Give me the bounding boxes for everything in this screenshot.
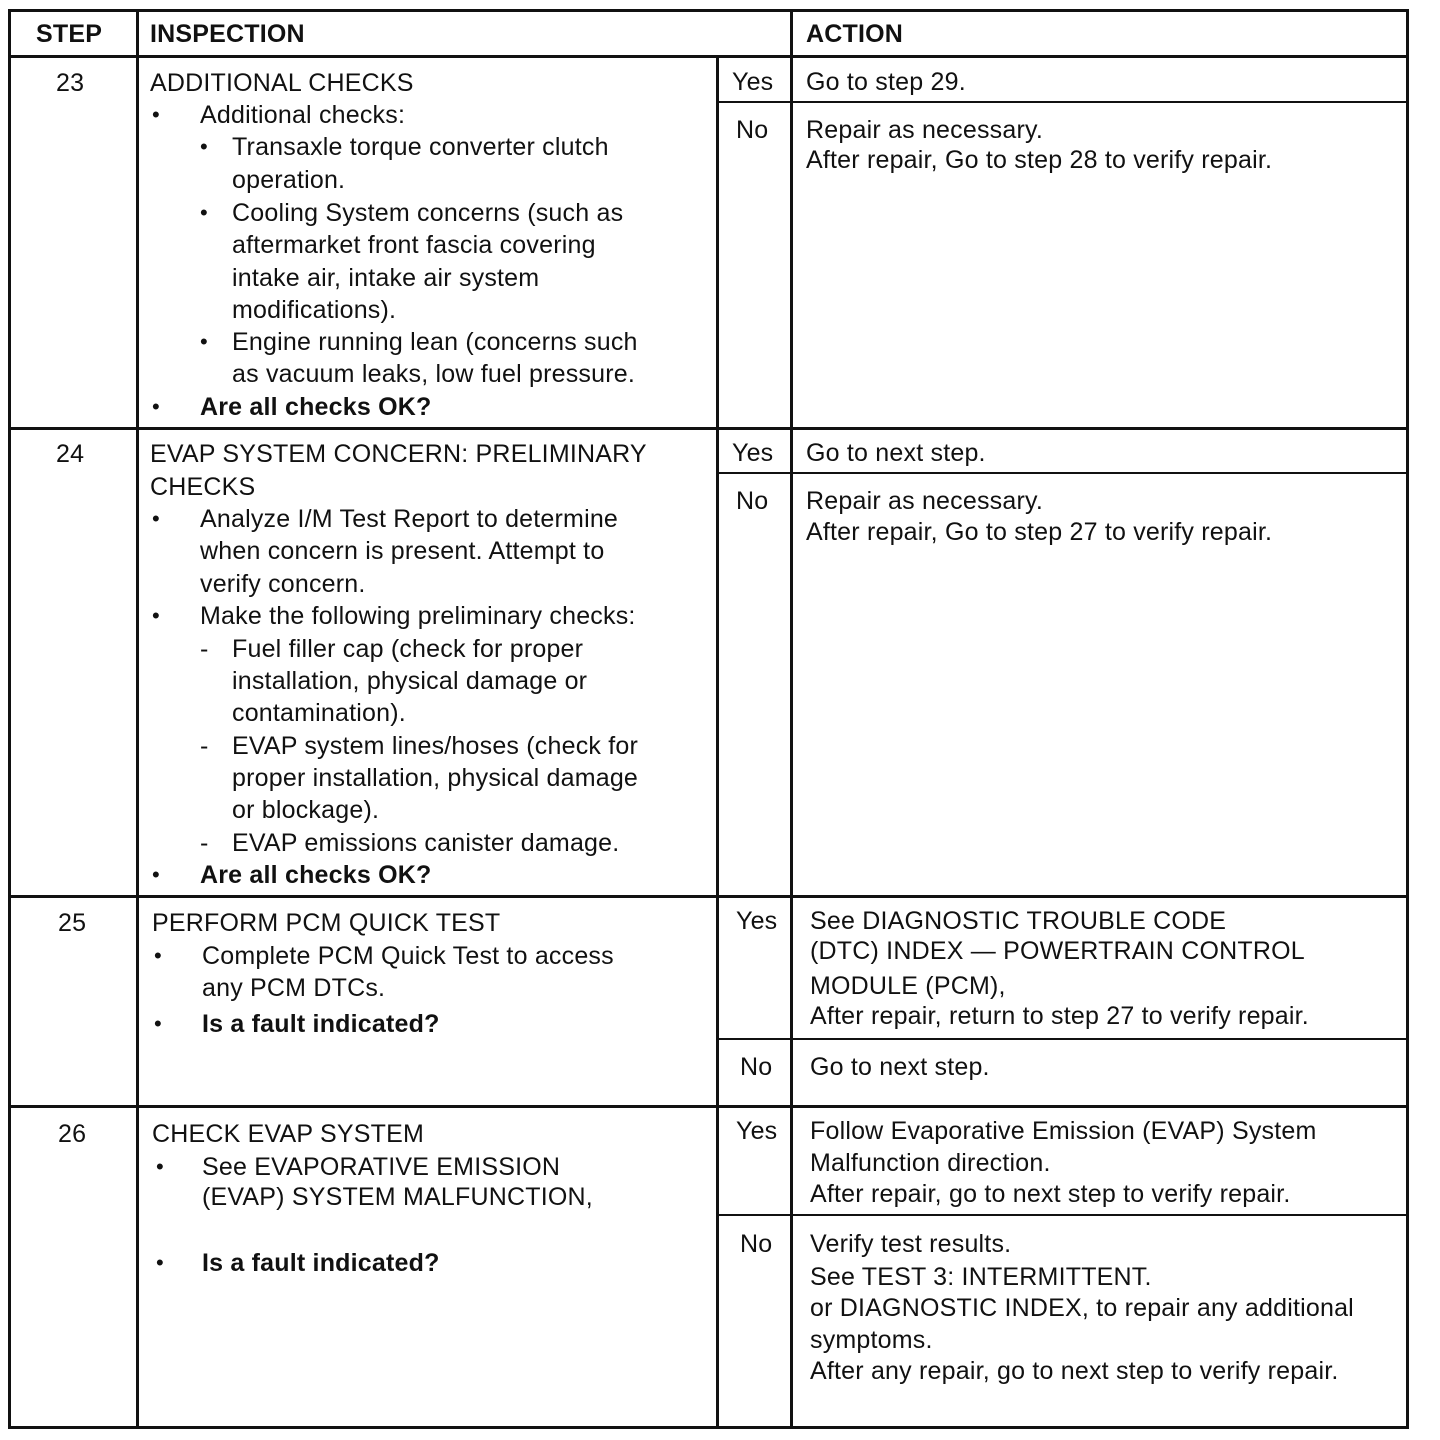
step-23-line: Engine running lean (concerns such: [232, 328, 638, 356]
step-number-26: 26: [58, 1120, 87, 1148]
step-24-no-action: Repair as necessary.: [806, 487, 1043, 515]
step-23-line: modifications).: [232, 296, 397, 324]
step-26-line: (EVAP) SYSTEM MALFUNCTION,: [202, 1183, 593, 1211]
header-step: STEP: [36, 20, 103, 48]
step-24-line: contamination).: [232, 699, 406, 727]
step-24-line: Fuel filler cap (check for proper: [232, 635, 584, 663]
step-24-yes-action: Go to next step.: [806, 439, 986, 467]
dash-marker: -: [200, 732, 209, 760]
column-divider-step: [136, 9, 139, 1428]
step-23-line: aftermarket front fascia covering: [232, 231, 596, 259]
bullet: •: [200, 329, 208, 354]
bullet: •: [200, 134, 208, 159]
step-25-no-action: Go to next step.: [810, 1053, 990, 1081]
bullet: •: [156, 1154, 164, 1179]
step-26-line: See EVAPORATIVE EMISSION: [202, 1153, 561, 1181]
step-24-line: when concern is present. Attempt to: [200, 537, 605, 565]
step-25-title: PERFORM PCM QUICK TEST: [152, 909, 501, 937]
step-23-yes-label: Yes: [732, 68, 774, 96]
bullet: •: [154, 943, 162, 968]
step-26-yes-label: Yes: [736, 1117, 778, 1145]
step-24-no-action: After repair, Go to step 27 to verify repair.: [806, 518, 1273, 546]
step-23-question: Are all checks OK?: [200, 393, 432, 421]
step-25-no-label: No: [740, 1053, 773, 1081]
step-23-title: ADDITIONAL CHECKS: [150, 69, 414, 97]
step-26-question: Is a fault indicated?: [202, 1249, 440, 1277]
header-divider: [8, 55, 1409, 58]
answer-divider-25: [716, 1038, 1409, 1040]
step-23-yes-action: Go to step 29.: [806, 68, 966, 96]
step-24-no-label: No: [736, 487, 769, 515]
row-divider-26: [8, 1105, 1409, 1108]
row-divider-25: [8, 895, 1409, 898]
step-25-line: Complete PCM Quick Test to access: [202, 942, 614, 970]
step-23-no-action: After repair, Go to step 28 to verify repair.: [806, 146, 1273, 174]
row-divider-24: [8, 427, 1409, 430]
step-26-title: CHECK EVAP SYSTEM: [152, 1120, 424, 1148]
step-24-title: EVAP SYSTEM CONCERN: PRELIMINARY: [150, 440, 647, 468]
header-inspection: INSPECTION: [150, 20, 305, 48]
step-25-question: Is a fault indicated?: [202, 1010, 440, 1038]
bullet: •: [152, 102, 160, 127]
step-24-line: EVAP system lines/hoses (check for: [232, 732, 639, 760]
table-border-top: [8, 9, 1407, 12]
step-23-line: Transaxle torque converter clutch: [232, 133, 609, 161]
answer-divider-24: [716, 472, 1409, 474]
step-23-line: Cooling System concerns (such as: [232, 199, 624, 227]
step-24-question: Are all checks OK?: [200, 861, 432, 889]
step-24-line: Make the following preliminary checks:: [200, 602, 636, 630]
answer-divider-26: [716, 1214, 1409, 1216]
bullet: •: [152, 394, 160, 419]
step-24-line: Analyze I/M Test Report to determine: [200, 505, 619, 533]
step-number-24: 24: [56, 440, 85, 468]
step-25-yes-action: MODULE (PCM),: [810, 972, 1006, 1000]
bullet: •: [152, 506, 160, 531]
step-25-yes-action: (DTC) INDEX — POWERTRAIN CONTROL: [810, 937, 1305, 965]
step-number-23: 23: [56, 69, 85, 97]
answer-divider-23: [716, 101, 1409, 103]
step-26-no-action: or DIAGNOSTIC INDEX, to repair any additional: [810, 1294, 1354, 1322]
step-25-yes-action: See DIAGNOSTIC TROUBLE CODE: [810, 907, 1227, 935]
step-23-no-action: Repair as necessary.: [806, 116, 1043, 144]
step-24-yes-label: Yes: [732, 439, 774, 467]
step-26-yes-action: Follow Evaporative Emission (EVAP) System: [810, 1117, 1317, 1145]
step-23-line: intake air, intake air system: [232, 264, 540, 292]
step-26-yes-action: After repair, go to next step to verify repair.: [810, 1180, 1291, 1208]
step-23-line: Additional checks:: [200, 101, 406, 129]
step-24-line: proper installation, physical damage: [232, 764, 639, 792]
step-26-no-action: See TEST 3: INTERMITTENT.: [810, 1263, 1152, 1291]
step-26-yes-action: Malfunction direction.: [810, 1149, 1051, 1177]
bullet: •: [154, 1011, 162, 1036]
step-24-title: CHECKS: [150, 473, 256, 501]
header-action: ACTION: [806, 20, 904, 48]
step-24-line: EVAP emissions canister damage.: [232, 829, 620, 857]
dash-marker: -: [200, 829, 209, 857]
bullet: •: [200, 200, 208, 225]
step-23-line: as vacuum leaks, low fuel pressure.: [232, 360, 636, 388]
column-divider-yesno: [716, 56, 719, 1428]
bullet: •: [156, 1250, 164, 1275]
step-25-yes-label: Yes: [736, 907, 778, 935]
step-26-no-action: Verify test results.: [810, 1230, 1012, 1258]
step-24-line: installation, physical damage or: [232, 667, 588, 695]
step-number-25: 25: [58, 909, 87, 937]
step-24-line: or blockage).: [232, 796, 380, 824]
bullet: •: [152, 862, 160, 887]
step-26-no-action: After any repair, go to next step to verify repair.: [810, 1357, 1339, 1385]
step-24-line: verify concern.: [200, 570, 366, 598]
step-25-yes-action: After repair, return to step 27 to verify repair.: [810, 1002, 1309, 1030]
step-25-line: any PCM DTCs.: [202, 974, 386, 1002]
step-23-line: operation.: [232, 166, 346, 194]
step-23-no-label: No: [736, 116, 769, 144]
step-26-no-label: No: [740, 1230, 773, 1258]
dash-marker: -: [200, 635, 209, 663]
table-border-bottom: [8, 1426, 1409, 1429]
bullet: •: [152, 603, 160, 628]
step-26-no-action: symptoms.: [810, 1326, 933, 1354]
table-border-left: [8, 9, 11, 1428]
